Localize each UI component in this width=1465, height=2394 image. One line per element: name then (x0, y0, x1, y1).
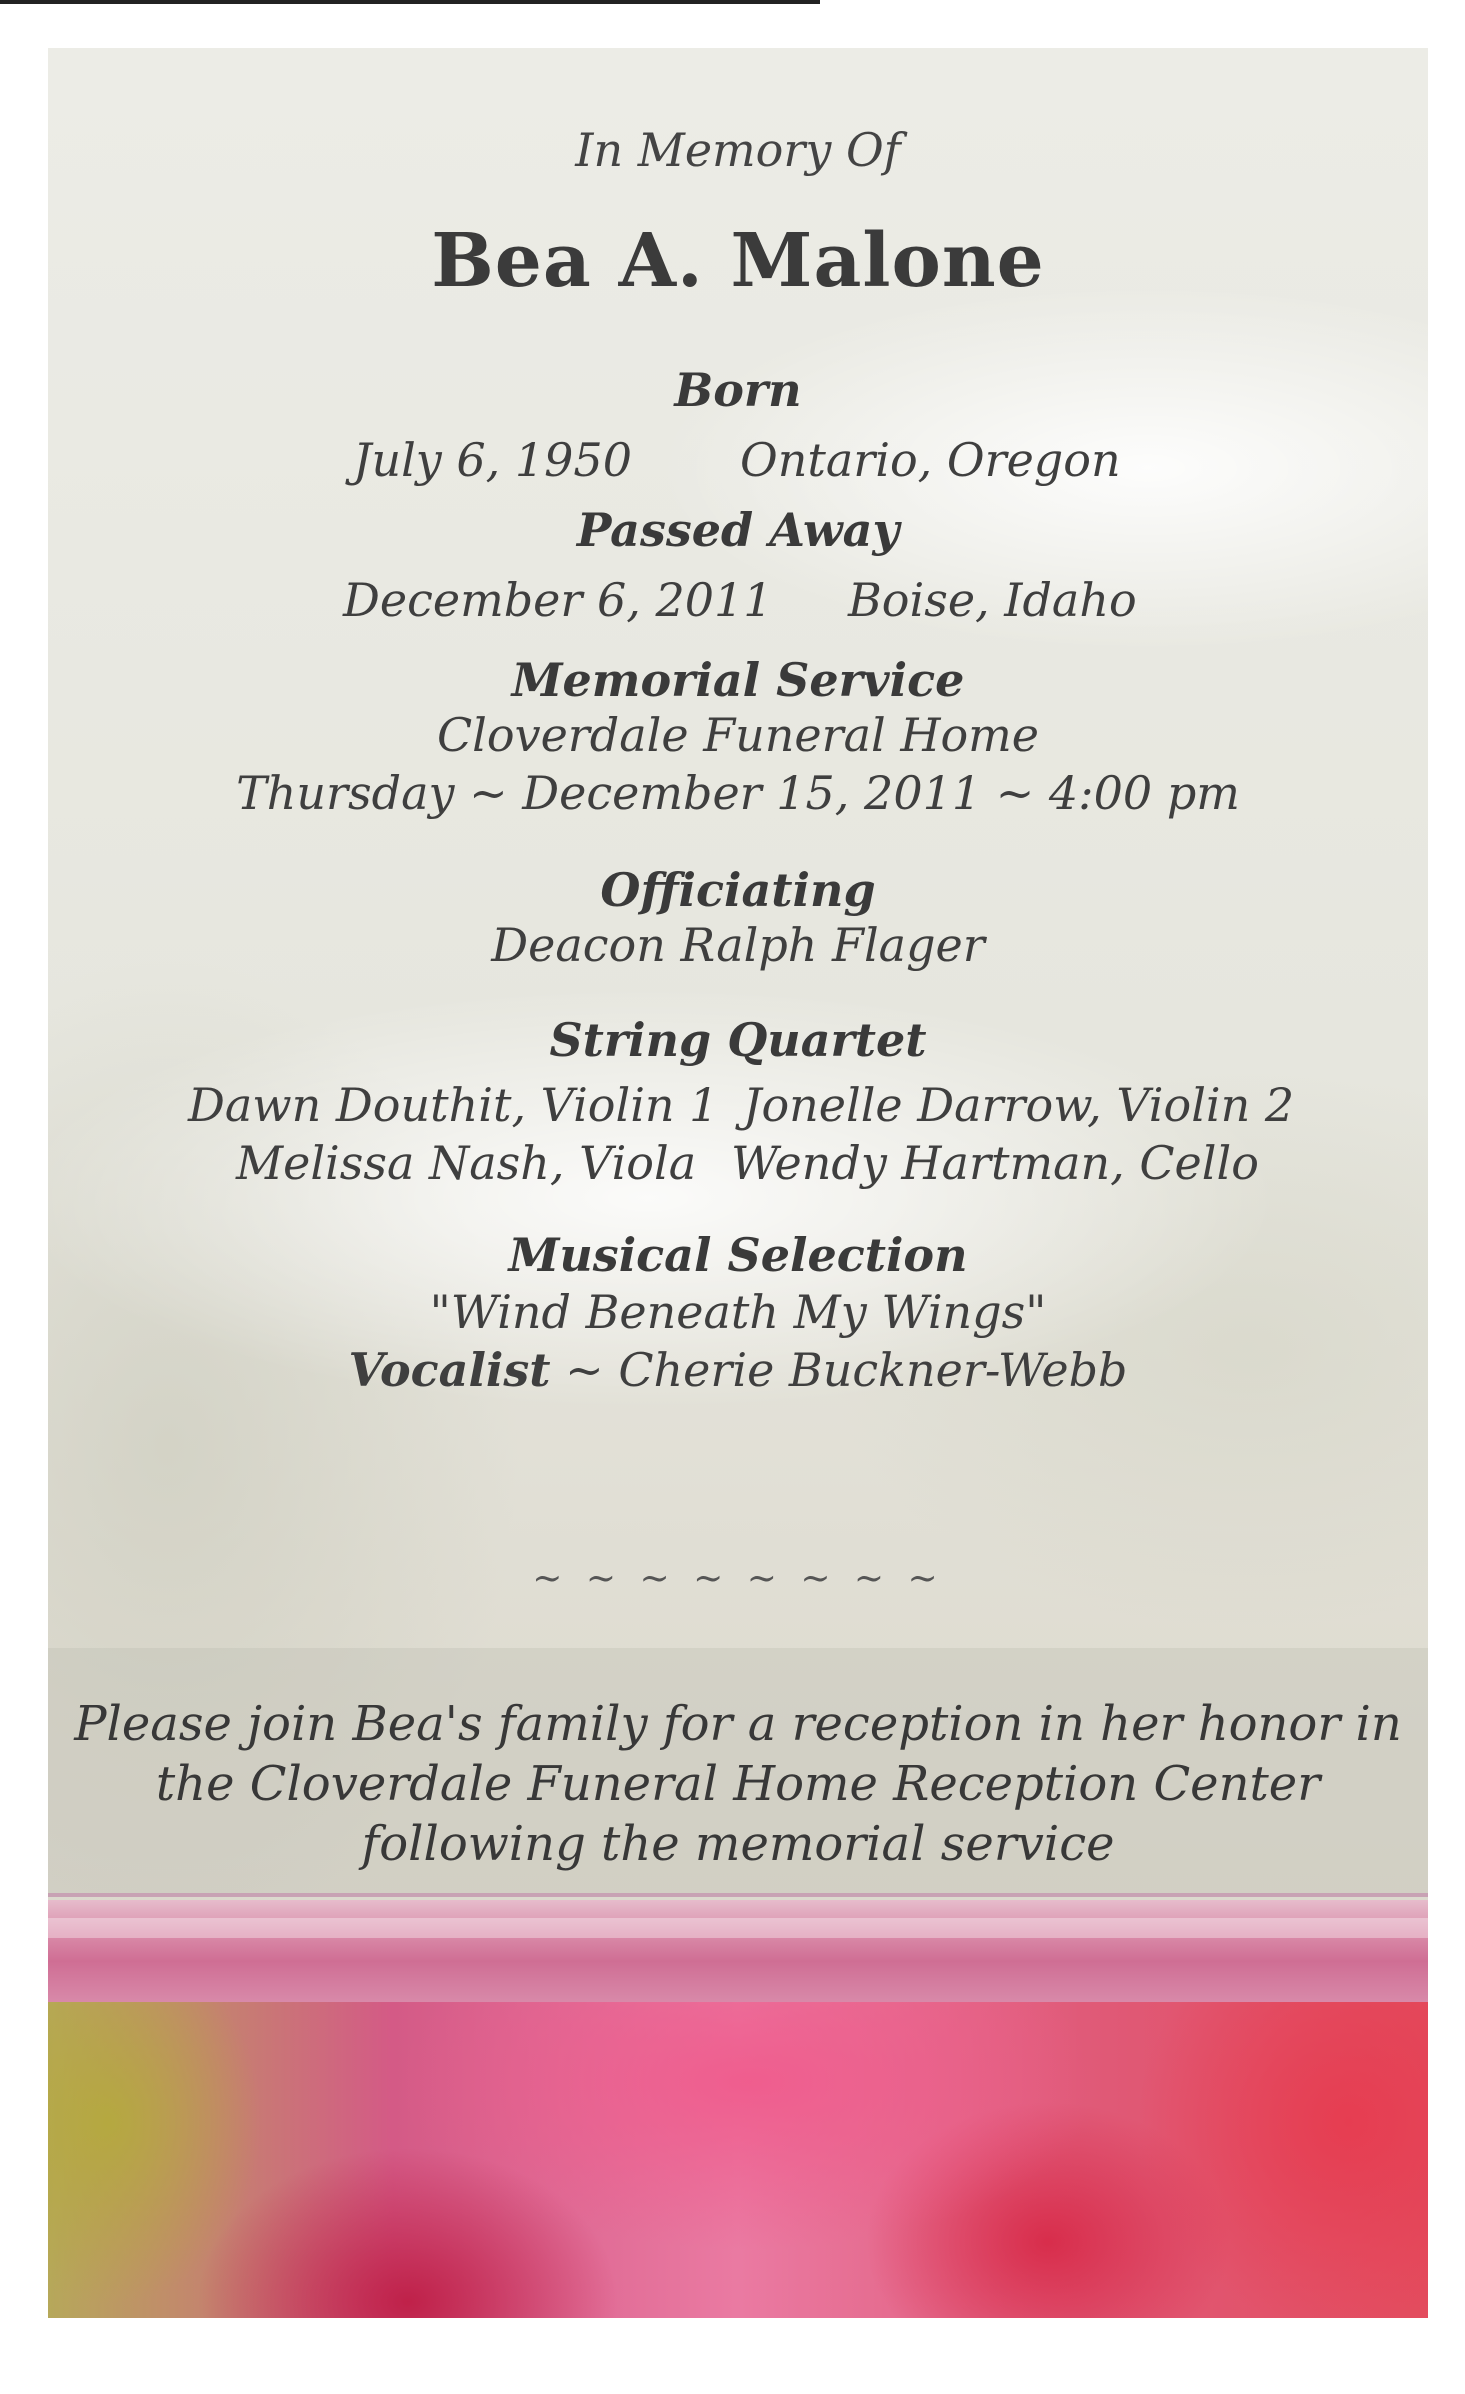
music-heading: Musical Selection (508, 1228, 968, 1282)
deceased-name: Bea A. Malone (431, 218, 1045, 304)
pink-band-highlight (48, 1918, 1428, 1938)
quartet-member: Dawn Douthit, Violin 1 (188, 1078, 719, 1132)
passed-place: Boise, Idaho (848, 573, 1137, 627)
quartet-heading: String Quartet (549, 1013, 927, 1067)
passed-date: December 6, 2011 (343, 573, 773, 627)
quartet-member: Wendy Hartman, Cello (731, 1136, 1259, 1190)
officiating-name: Deacon Ralph Flager (491, 918, 985, 972)
quartet-member: Jonelle Darrow, Violin 2 (743, 1078, 1295, 1132)
officiating-heading: Officiating (600, 863, 876, 917)
scan-edge-line (0, 0, 820, 4)
vocalist-label: Vocalist (348, 1343, 551, 1397)
passed-heading: Passed Away (576, 503, 900, 557)
quartet-member: Melissa Nash, Viola (236, 1136, 697, 1190)
intro-text: In Memory Of (575, 123, 901, 177)
vocalist-line (48, 1343, 1428, 1397)
tilde-divider: ~ ~ ~ ~ ~ ~ ~ ~ (532, 1558, 944, 1599)
memorial-venue: Cloverdale Funeral Home (436, 708, 1040, 762)
reception-line: Please join Bea's family for a reception in her honor in (74, 1696, 1402, 1752)
flower-photo-strip (48, 2002, 1428, 2318)
reception-line: the Cloverdale Funeral Home Reception Center (155, 1756, 1321, 1812)
pink-ribbon-band (48, 1900, 1428, 2002)
reception-line: following the memorial service (361, 1816, 1115, 1872)
vocalist-name: ~ Cherie Buckner-Webb (565, 1343, 1128, 1397)
memorial-program-card (48, 48, 1428, 2318)
song-title: "Wind Beneath My Wings" (429, 1285, 1047, 1339)
pink-band-edge (48, 1893, 1428, 1897)
memorial-when: Thursday ~ December 15, 2011 ~ 4:00 pm (236, 766, 1240, 820)
born-place: Ontario, Oregon (740, 433, 1121, 487)
born-heading: Born (674, 363, 802, 417)
born-date: July 6, 1950 (353, 433, 632, 487)
memorial-heading: Memorial Service (511, 653, 965, 707)
